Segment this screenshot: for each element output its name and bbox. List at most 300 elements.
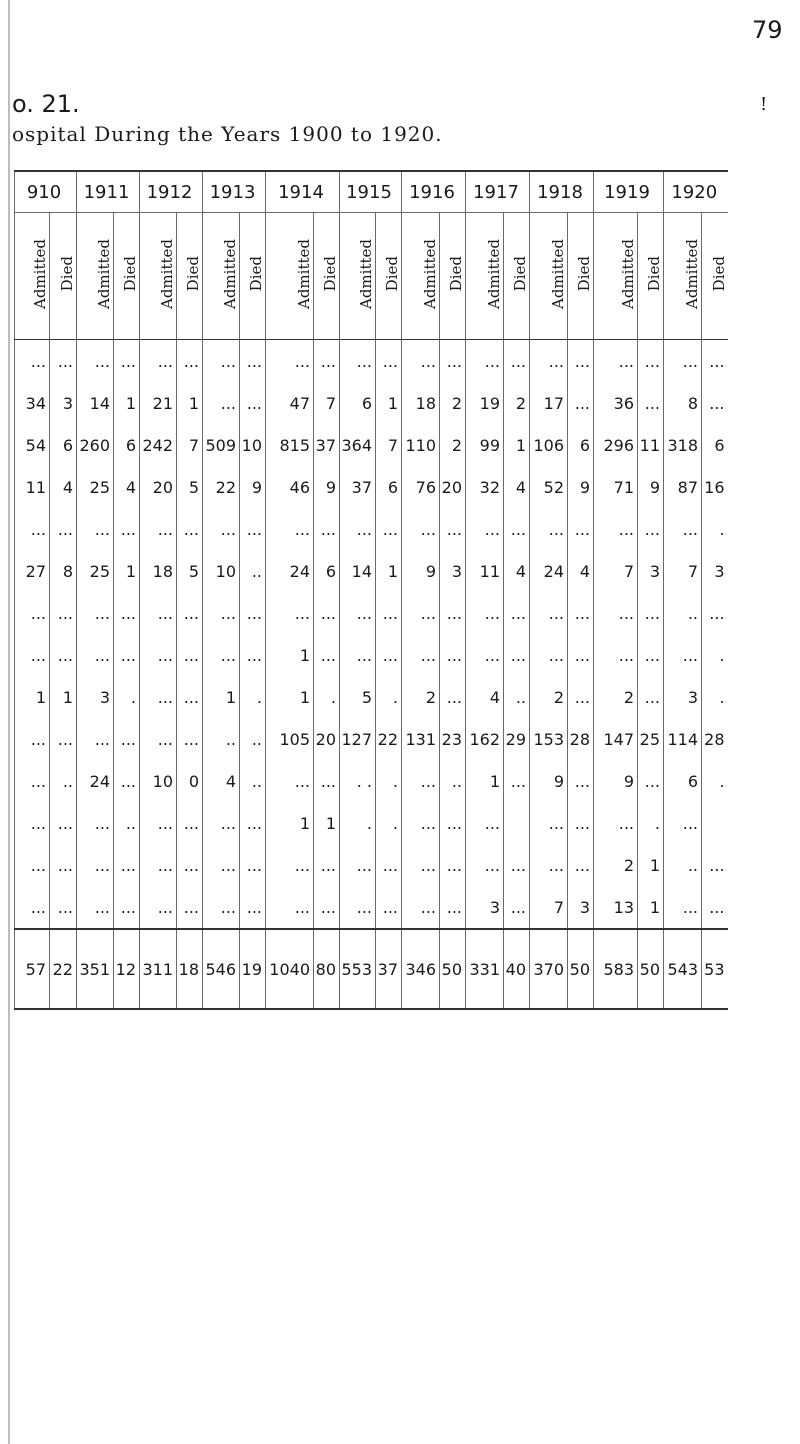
table-cell: ...	[50, 718, 77, 760]
table-cell: ...	[114, 760, 140, 802]
table-row	[15, 802, 728, 844]
table-cell: 24	[77, 760, 114, 802]
table-cell	[504, 802, 530, 844]
table-cell: .	[240, 676, 266, 718]
table-cell: ...	[504, 886, 530, 929]
table-cell: ...	[402, 592, 440, 634]
table-cell: 71	[594, 466, 638, 508]
table-number: o. 21.	[12, 90, 80, 118]
table-cell: 3	[50, 382, 77, 424]
table-cell: ...	[340, 592, 376, 634]
table-cell: ...	[15, 886, 50, 929]
total-cell: 18	[177, 929, 203, 1009]
table-row	[15, 508, 728, 550]
table-cell: 25	[77, 550, 114, 592]
table-cell: ...	[266, 340, 314, 383]
table-cell: ...	[594, 340, 638, 383]
table-cell: 3	[466, 886, 504, 929]
table-cell: ...	[664, 340, 702, 383]
admitted-column-header: Admitted	[466, 213, 504, 340]
year-header: 1917	[466, 171, 530, 213]
table-cell: 106	[530, 424, 568, 466]
table-cell: ...	[50, 634, 77, 676]
table-cell: ...	[77, 592, 114, 634]
table-cell: 5	[340, 676, 376, 718]
table-cell: ...	[530, 508, 568, 550]
table-cell: 6	[702, 424, 728, 466]
table-cell: ...	[530, 802, 568, 844]
table-cell: ...	[114, 592, 140, 634]
table-cell: ...	[266, 592, 314, 634]
table-cell: ...	[50, 844, 77, 886]
table-cell: ...	[594, 634, 638, 676]
total-cell: 57	[15, 929, 50, 1009]
table-cell: ...	[15, 844, 50, 886]
table-cell: ...	[240, 382, 266, 424]
table-row	[15, 634, 728, 676]
table-cell: 28	[702, 718, 728, 760]
table-cell: ...	[77, 718, 114, 760]
admitted-column-header: Admitted	[402, 213, 440, 340]
table-cell: ...	[177, 886, 203, 929]
table-cell: 9	[530, 760, 568, 802]
table-cell: ...	[466, 844, 504, 886]
table-cell: 318	[664, 424, 702, 466]
table-cell: ...	[114, 886, 140, 929]
table-cell: ...	[15, 634, 50, 676]
table-cell: ...	[402, 508, 440, 550]
table-cell: 6	[114, 424, 140, 466]
table-cell: ...	[50, 802, 77, 844]
table-cell: 3	[440, 550, 466, 592]
table-cell: ...	[114, 508, 140, 550]
died-column-header: Died	[114, 213, 140, 340]
table-cell: ...	[314, 508, 340, 550]
total-cell: 553	[340, 929, 376, 1009]
table-cell: 11	[15, 466, 50, 508]
table-cell: ...	[177, 718, 203, 760]
table-cell: 16	[702, 466, 728, 508]
table-cell: ...	[203, 340, 240, 383]
margin-mark: !	[760, 94, 768, 115]
table-cell: ...	[376, 592, 402, 634]
table-cell: 4	[504, 466, 530, 508]
table-cell: 0	[177, 760, 203, 802]
table-cell: 364	[340, 424, 376, 466]
table-cell: 110	[402, 424, 440, 466]
table-cell: ...	[702, 886, 728, 929]
table-cell: 1	[376, 382, 402, 424]
table-cell: . .	[340, 760, 376, 802]
table-cell: ...	[504, 592, 530, 634]
table-cell: ..	[203, 718, 240, 760]
table-cell: ...	[177, 592, 203, 634]
table-cell: ...	[402, 340, 440, 383]
table-cell: ...	[638, 340, 664, 383]
table-cell: 24	[530, 550, 568, 592]
table-cell: ...	[594, 802, 638, 844]
table-cell: 22	[376, 718, 402, 760]
total-cell: 351	[77, 929, 114, 1009]
table-cell: 7	[376, 424, 402, 466]
table-cell: ...	[664, 508, 702, 550]
table-cell: 27	[15, 550, 50, 592]
table-title: ospital During the Years 1900 to 1920.	[12, 122, 443, 146]
table-cell: 7	[664, 550, 702, 592]
table-cell: 46	[266, 466, 314, 508]
table-cell: 24	[266, 550, 314, 592]
total-cell: 50	[638, 929, 664, 1009]
table-cell: ...	[340, 340, 376, 383]
table-cell: ...	[140, 508, 177, 550]
table-cell: ...	[140, 802, 177, 844]
table-cell: ...	[140, 886, 177, 929]
table-cell: ...	[638, 382, 664, 424]
total-cell: 331	[466, 929, 504, 1009]
table-cell: ...	[114, 634, 140, 676]
table-cell: ...	[440, 802, 466, 844]
table-cell: ...	[504, 844, 530, 886]
table-cell: ...	[568, 676, 594, 718]
table-cell: ...	[376, 508, 402, 550]
table-row	[15, 382, 728, 424]
table-cell: ...	[314, 340, 340, 383]
table-cell: ...	[702, 382, 728, 424]
table-cell: ...	[664, 802, 702, 844]
table-cell: .	[340, 802, 376, 844]
table-cell: 2	[440, 382, 466, 424]
table-row	[15, 550, 728, 592]
admitted-column-header: Admitted	[594, 213, 638, 340]
table-cell: ...	[177, 802, 203, 844]
table-cell: ...	[440, 886, 466, 929]
table-cell: ...	[240, 802, 266, 844]
admitted-column-header: Admitted	[77, 213, 114, 340]
table-cell: 36	[594, 382, 638, 424]
table-cell: ...	[266, 844, 314, 886]
table-cell: ..	[664, 844, 702, 886]
table-cell: ...	[530, 592, 568, 634]
table-cell: 3	[638, 550, 664, 592]
table-cell: 3	[77, 676, 114, 718]
total-cell: 346	[402, 929, 440, 1009]
table-cell: 4	[50, 466, 77, 508]
year-header: 1914	[266, 171, 340, 213]
table-cell: 8	[50, 550, 77, 592]
table-cell: ...	[568, 592, 594, 634]
table-cell: ...	[266, 760, 314, 802]
table-cell: 2	[530, 676, 568, 718]
table-cell: 22	[203, 466, 240, 508]
table-cell: 147	[594, 718, 638, 760]
year-header: 1918	[530, 171, 594, 213]
total-cell: 583	[594, 929, 638, 1009]
table-cell: 10	[140, 760, 177, 802]
table-cell: 19	[466, 382, 504, 424]
table-cell: 242	[140, 424, 177, 466]
table-cell: ...	[466, 340, 504, 383]
table-cell: 9	[594, 760, 638, 802]
table-cell: 1	[114, 382, 140, 424]
table-cell: ...	[203, 508, 240, 550]
table-cell: 296	[594, 424, 638, 466]
table-cell: 815	[266, 424, 314, 466]
year-header: 1916	[402, 171, 466, 213]
table-cell: 10	[240, 424, 266, 466]
table-cell: ...	[664, 886, 702, 929]
table-cell: 1	[638, 886, 664, 929]
table-cell: 7	[177, 424, 203, 466]
table-cell: ...	[466, 592, 504, 634]
table-cell: ...	[568, 634, 594, 676]
table-cell: ...	[340, 844, 376, 886]
table-cell: ...	[340, 508, 376, 550]
table-cell: ...	[77, 634, 114, 676]
table-cell: 14	[340, 550, 376, 592]
table-cell: 1	[376, 550, 402, 592]
table-cell: ...	[402, 802, 440, 844]
table-cell: ...	[15, 718, 50, 760]
table-cell: ...	[402, 886, 440, 929]
admitted-column-header: Admitted	[530, 213, 568, 340]
table-cell: ...	[140, 340, 177, 383]
total-cell: 40	[504, 929, 530, 1009]
table-cell: ...	[568, 382, 594, 424]
table-cell: 54	[15, 424, 50, 466]
table-cell: 37	[314, 424, 340, 466]
table-cell: .	[702, 634, 728, 676]
table-cell: ...	[15, 760, 50, 802]
table-cell: 1	[203, 676, 240, 718]
died-column-header: Died	[638, 213, 664, 340]
admitted-column-header: Admitted	[664, 213, 702, 340]
table-cell: ...	[140, 718, 177, 760]
table-cell: ...	[203, 802, 240, 844]
table-cell: 7	[314, 382, 340, 424]
table-row	[15, 466, 728, 508]
table-cell: ...	[140, 592, 177, 634]
table-cell: 509	[203, 424, 240, 466]
year-header: 1913	[203, 171, 266, 213]
total-cell: 12	[114, 929, 140, 1009]
table-cell: ...	[50, 340, 77, 383]
table-cell: ...	[402, 844, 440, 886]
table-cell: 5	[177, 466, 203, 508]
page-number: 79	[752, 16, 783, 44]
table-cell: ...	[50, 886, 77, 929]
died-column-header: Died	[702, 213, 728, 340]
table-cell: ...	[568, 340, 594, 383]
table-cell: ...	[664, 634, 702, 676]
year-header: 1912	[140, 171, 203, 213]
table-cell: 47	[266, 382, 314, 424]
table-cell: ...	[440, 634, 466, 676]
table-row	[15, 760, 728, 802]
total-cell: 50	[568, 929, 594, 1009]
table-cell: 114	[664, 718, 702, 760]
total-cell: 546	[203, 929, 240, 1009]
table-cell: 1	[504, 424, 530, 466]
table-row	[15, 340, 728, 383]
table-cell: ..	[440, 760, 466, 802]
table-cell: 21	[140, 382, 177, 424]
died-column-header: Died	[376, 213, 402, 340]
table-cell: ...	[240, 592, 266, 634]
table-cell: ...	[314, 844, 340, 886]
total-cell: 80	[314, 929, 340, 1009]
table-cell: .	[376, 802, 402, 844]
table-cell: ...	[77, 340, 114, 383]
table-cell: 127	[340, 718, 376, 760]
died-column-header: Died	[504, 213, 530, 340]
table-cell: ...	[314, 592, 340, 634]
total-cell: 370	[530, 929, 568, 1009]
table-cell: 8	[664, 382, 702, 424]
table-cell: ...	[266, 886, 314, 929]
table-cell: .	[376, 676, 402, 718]
table-cell: ...	[203, 844, 240, 886]
totals-row	[15, 929, 728, 1009]
table-cell: ...	[140, 676, 177, 718]
table-cell: ...	[177, 340, 203, 383]
table-cell: 20	[140, 466, 177, 508]
table-cell: ...	[568, 508, 594, 550]
table-row	[15, 718, 728, 760]
total-cell: 22	[50, 929, 77, 1009]
table-cell: ..	[664, 592, 702, 634]
table-cell: ...	[466, 508, 504, 550]
table-cell: ...	[240, 340, 266, 383]
table-cell: ...	[15, 802, 50, 844]
table-cell: 260	[77, 424, 114, 466]
table-cell: ...	[114, 718, 140, 760]
table-cell: ...	[638, 592, 664, 634]
total-cell: 50	[440, 929, 466, 1009]
column-subheader-row	[15, 213, 728, 340]
table-cell: ...	[266, 508, 314, 550]
table-cell: ...	[376, 844, 402, 886]
table-row	[15, 676, 728, 718]
table-cell: 18	[140, 550, 177, 592]
table-cell: 1	[114, 550, 140, 592]
table-cell: ...	[203, 886, 240, 929]
table-cell: 32	[466, 466, 504, 508]
table-cell: 76	[402, 466, 440, 508]
table-cell: ...	[177, 634, 203, 676]
table-cell: ...	[702, 592, 728, 634]
table-cell: 6	[314, 550, 340, 592]
table-cell: 1	[638, 844, 664, 886]
table-cell: 1	[466, 760, 504, 802]
table-cell: 20	[440, 466, 466, 508]
table-cell: 3	[664, 676, 702, 718]
table-cell: ...	[466, 802, 504, 844]
admitted-column-header: Admitted	[203, 213, 240, 340]
table-cell: ...	[568, 760, 594, 802]
table-cell: .	[314, 676, 340, 718]
table-cell: 25	[77, 466, 114, 508]
table-cell: 7	[594, 550, 638, 592]
table-cell: 1	[177, 382, 203, 424]
table-cell: .	[702, 508, 728, 550]
table-cell: 99	[466, 424, 504, 466]
table-cell: ...	[440, 676, 466, 718]
table-cell: 2	[440, 424, 466, 466]
table-cell: .	[702, 760, 728, 802]
table-cell: ...	[50, 592, 77, 634]
table-cell: 23	[440, 718, 466, 760]
table-cell: 105	[266, 718, 314, 760]
table-cell: ..	[240, 550, 266, 592]
table-cell: ...	[702, 844, 728, 886]
year-header: 1915	[340, 171, 402, 213]
table-cell: 1	[314, 802, 340, 844]
table-cell: 1	[15, 676, 50, 718]
table-cell: ...	[594, 508, 638, 550]
total-cell: 37	[376, 929, 402, 1009]
table-cell: ...	[177, 844, 203, 886]
admitted-column-header: Admitted	[340, 213, 376, 340]
table-cell: 34	[15, 382, 50, 424]
table-cell: 9	[240, 466, 266, 508]
table-cell: 4	[466, 676, 504, 718]
table-cell: ...	[340, 886, 376, 929]
table-cell: 1	[266, 676, 314, 718]
table-cell: 9	[638, 466, 664, 508]
total-cell: 543	[664, 929, 702, 1009]
table-cell: ...	[50, 508, 77, 550]
table-cell: ...	[314, 886, 340, 929]
table-cell: ...	[440, 508, 466, 550]
total-cell: 53	[702, 929, 728, 1009]
admitted-column-header: Admitted	[15, 213, 50, 340]
table-cell: 6	[664, 760, 702, 802]
table-cell: 18	[402, 382, 440, 424]
table-cell: ...	[77, 802, 114, 844]
year-header: 910	[15, 171, 77, 213]
table-cell: ...	[504, 340, 530, 383]
table-cell: 153	[530, 718, 568, 760]
table-cell: 2	[594, 844, 638, 886]
table-cell: ...	[594, 592, 638, 634]
admitted-column-header: Admitted	[266, 213, 314, 340]
table-cell: 11	[638, 424, 664, 466]
table-cell: 25	[638, 718, 664, 760]
table-cell: ..	[114, 802, 140, 844]
table-cell: ...	[77, 508, 114, 550]
table-cell: ...	[638, 676, 664, 718]
table-cell: 1	[266, 634, 314, 676]
table-cell: ...	[638, 634, 664, 676]
page-gutter-line	[8, 0, 10, 1444]
table-cell: ...	[440, 844, 466, 886]
table-cell: ...	[140, 844, 177, 886]
table-cell: ...	[114, 844, 140, 886]
table-cell: ...	[638, 760, 664, 802]
table-cell: 6	[50, 424, 77, 466]
table-cell: 52	[530, 466, 568, 508]
table-cell: 6	[340, 382, 376, 424]
table-cell: ...	[440, 592, 466, 634]
table-cell: 4	[114, 466, 140, 508]
table-cell: ...	[504, 760, 530, 802]
total-cell: 311	[140, 929, 177, 1009]
hospital-statistics-table	[14, 170, 728, 1010]
table-cell: ...	[568, 802, 594, 844]
died-column-header: Died	[314, 213, 340, 340]
table-cell: ..	[240, 718, 266, 760]
table-cell: 9	[314, 466, 340, 508]
